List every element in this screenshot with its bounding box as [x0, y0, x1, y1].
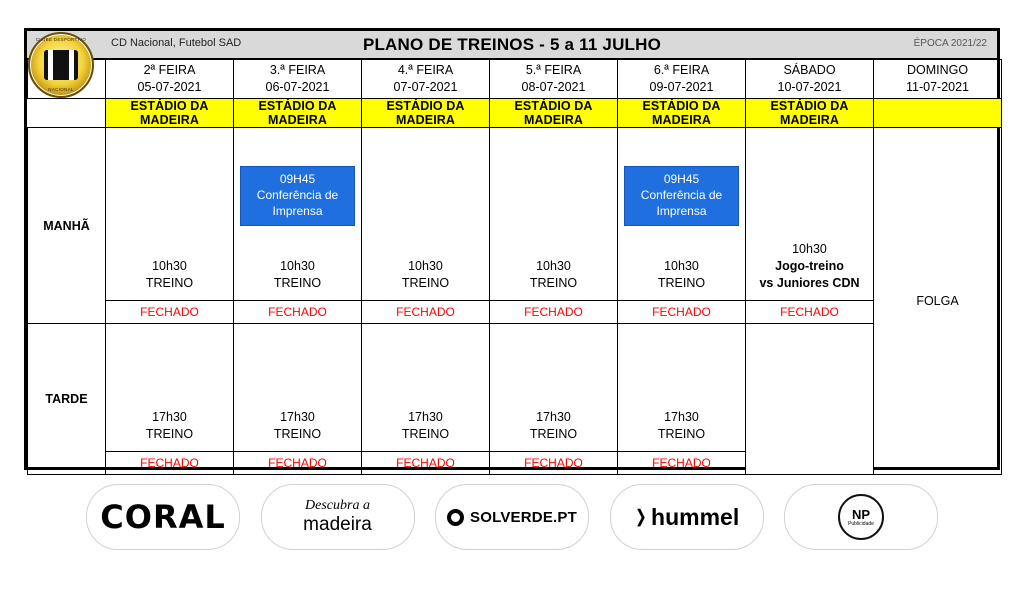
day-header-6: [874, 60, 1002, 99]
sunday-note: FOLGA: [874, 128, 1002, 475]
sponsor-np: [784, 484, 938, 550]
session-afternoon-1: [234, 324, 362, 475]
status-badge: FECHADO: [618, 300, 745, 323]
day-header-1: [234, 60, 362, 99]
press-line2: Imprensa: [656, 204, 707, 218]
session-activity: TREINO: [657, 276, 706, 290]
day-header-4: [618, 60, 746, 99]
sun-icon: [447, 509, 464, 526]
session-activity: TREINO: [273, 427, 322, 441]
sponsor-hummel-label: hummel: [651, 503, 740, 530]
club-subtitle: CD Nacional, Futebol SAD: [111, 37, 242, 49]
session-afternoon-0: [106, 324, 234, 475]
session-time: 10h30: [664, 259, 699, 273]
sponsor-madeira-line2: madeira: [303, 513, 372, 535]
session-time: 17h30: [408, 410, 443, 424]
session-activity: TREINO: [529, 276, 578, 290]
sponsor-hummel: [610, 484, 764, 550]
status-badge: FECHADO: [490, 300, 617, 323]
sponsor-solverde: [435, 484, 589, 550]
status-badge: FECHADO: [234, 300, 361, 323]
session-activity: TREINO: [529, 427, 578, 441]
sponsor-madeira-logo: [303, 499, 372, 535]
status-badge: FECHADO: [746, 300, 873, 323]
session-activity: TREINO: [401, 276, 450, 290]
session-time: 10h30: [152, 259, 187, 273]
session-morning-4: [618, 128, 746, 324]
day-header-5: [746, 60, 874, 99]
session-afternoon-2: [362, 324, 490, 475]
day-header-3: [490, 60, 618, 99]
sponsor-np-sub: Publicidade: [848, 520, 874, 527]
season-label: ÉPOCA 2021/22: [913, 38, 987, 49]
venue-1: ESTÁDIO DA MADEIRA: [234, 99, 362, 128]
status-badge: FECHADO: [490, 451, 617, 474]
venue-6: [874, 99, 1002, 128]
session-afternoon-3: [490, 324, 618, 475]
day-name: 4.ª FEIRA: [397, 63, 454, 77]
session-morning-1: [234, 128, 362, 324]
training-plan-sheet: [24, 28, 1000, 470]
press-line1: Conferência de: [640, 188, 723, 202]
crest-top-text: CLUBE DESPORTIVO: [35, 37, 87, 42]
status-badge: FECHADO: [362, 451, 489, 474]
day-date: 07-07-2021: [393, 80, 458, 94]
sponsor-madeira: [261, 484, 415, 550]
venue-5: ESTÁDIO DA MADEIRA: [746, 99, 874, 128]
session-activity: TREINO: [145, 276, 194, 290]
day-date: 05-07-2021: [137, 80, 202, 94]
session-activity: TREINO: [401, 427, 450, 441]
press-conference-block: [624, 166, 739, 226]
sponsor-bar: [24, 478, 1000, 556]
session-morning-0: [106, 128, 234, 324]
sponsor-solverde-label: SOLVERDE.PT: [470, 508, 577, 526]
session-time: 10h30: [536, 259, 571, 273]
session-time: 17h30: [152, 410, 187, 424]
day-name: 6.ª FEIRA: [653, 63, 710, 77]
day-name: DOMINGO: [906, 63, 969, 77]
sponsor-np-label: NP: [851, 506, 871, 522]
chevron-down-icon: ❭: [633, 507, 649, 526]
day-date: 08-07-2021: [521, 80, 586, 94]
session-activity: TREINO: [145, 427, 194, 441]
session-time: 10h30: [280, 259, 315, 273]
day-name: 2ª FEIRA: [143, 63, 196, 77]
venue-3: ESTÁDIO DA MADEIRA: [490, 99, 618, 128]
press-time: 09H45: [279, 172, 316, 186]
period-label-afternoon: TARDE: [28, 324, 106, 475]
day-header-2: [362, 60, 490, 99]
session-activity: Jogo-treino: [775, 259, 844, 273]
session-time: 17h30: [664, 410, 699, 424]
venue-0: ESTÁDIO DA MADEIRA: [106, 99, 234, 128]
sponsor-np-logo: [838, 494, 884, 540]
day-date: 11-07-2021: [905, 80, 969, 94]
venue-row-label: [28, 99, 106, 128]
day-name: SÁBADO: [783, 63, 836, 77]
venue-2: ESTÁDIO DA MADEIRA: [362, 99, 490, 128]
day-name: 3.ª FEIRA: [269, 63, 326, 77]
session-afternoon-4: [618, 324, 746, 475]
session-morning-3: [490, 128, 618, 324]
press-conference-block: [240, 166, 355, 226]
venue-4: ESTÁDIO DA MADEIRA: [618, 99, 746, 128]
sponsor-coral: [86, 484, 240, 550]
club-crest-icon: [28, 32, 94, 98]
status-badge: FECHADO: [106, 451, 233, 474]
page-title: PLANO DE TREINOS - 5 a 11 JULHO: [362, 35, 662, 54]
press-line2: Imprensa: [272, 204, 323, 218]
status-badge: FECHADO: [618, 451, 745, 474]
session-opponent: vs Juniores CDN: [759, 276, 860, 290]
session-morning-5: [746, 128, 874, 324]
table-header-row: [28, 60, 1002, 99]
sponsor-coral-label: CORAL: [100, 498, 226, 536]
status-badge: FECHADO: [234, 451, 361, 474]
press-time: 09H45: [663, 172, 700, 186]
crest-inner: [44, 50, 78, 80]
day-date: 09-07-2021: [649, 80, 714, 94]
sponsor-hummel-logo: [634, 504, 739, 531]
sponsor-madeira-line1: Descubra a: [305, 498, 370, 514]
press-line1: Conferência de: [256, 188, 339, 202]
session-afternoon-5: [746, 324, 874, 475]
venue-row: [28, 99, 1002, 128]
session-activity: TREINO: [657, 427, 706, 441]
afternoon-row: [28, 324, 1002, 475]
session-morning-2: [362, 128, 490, 324]
sponsor-solverde-logo: [447, 509, 577, 526]
period-label-morning: MANHÃ: [28, 128, 106, 324]
session-time: 17h30: [280, 410, 315, 424]
session-time: 10h30: [408, 259, 443, 273]
session-time: 17h30: [536, 410, 571, 424]
session-activity: TREINO: [273, 276, 322, 290]
crest-bottom-text: NACIONAL: [48, 87, 74, 92]
day-header-0: [106, 60, 234, 99]
sheet-header: [27, 31, 997, 59]
day-name: 5.ª FEIRA: [525, 63, 582, 77]
schedule-table: [27, 59, 1002, 475]
morning-row: [28, 128, 1002, 324]
status-badge: FECHADO: [106, 300, 233, 323]
day-date: 10-07-2021: [777, 80, 842, 94]
status-badge: FECHADO: [362, 300, 489, 323]
session-time: 10h30: [792, 242, 827, 256]
day-date: 06-07-2021: [265, 80, 330, 94]
